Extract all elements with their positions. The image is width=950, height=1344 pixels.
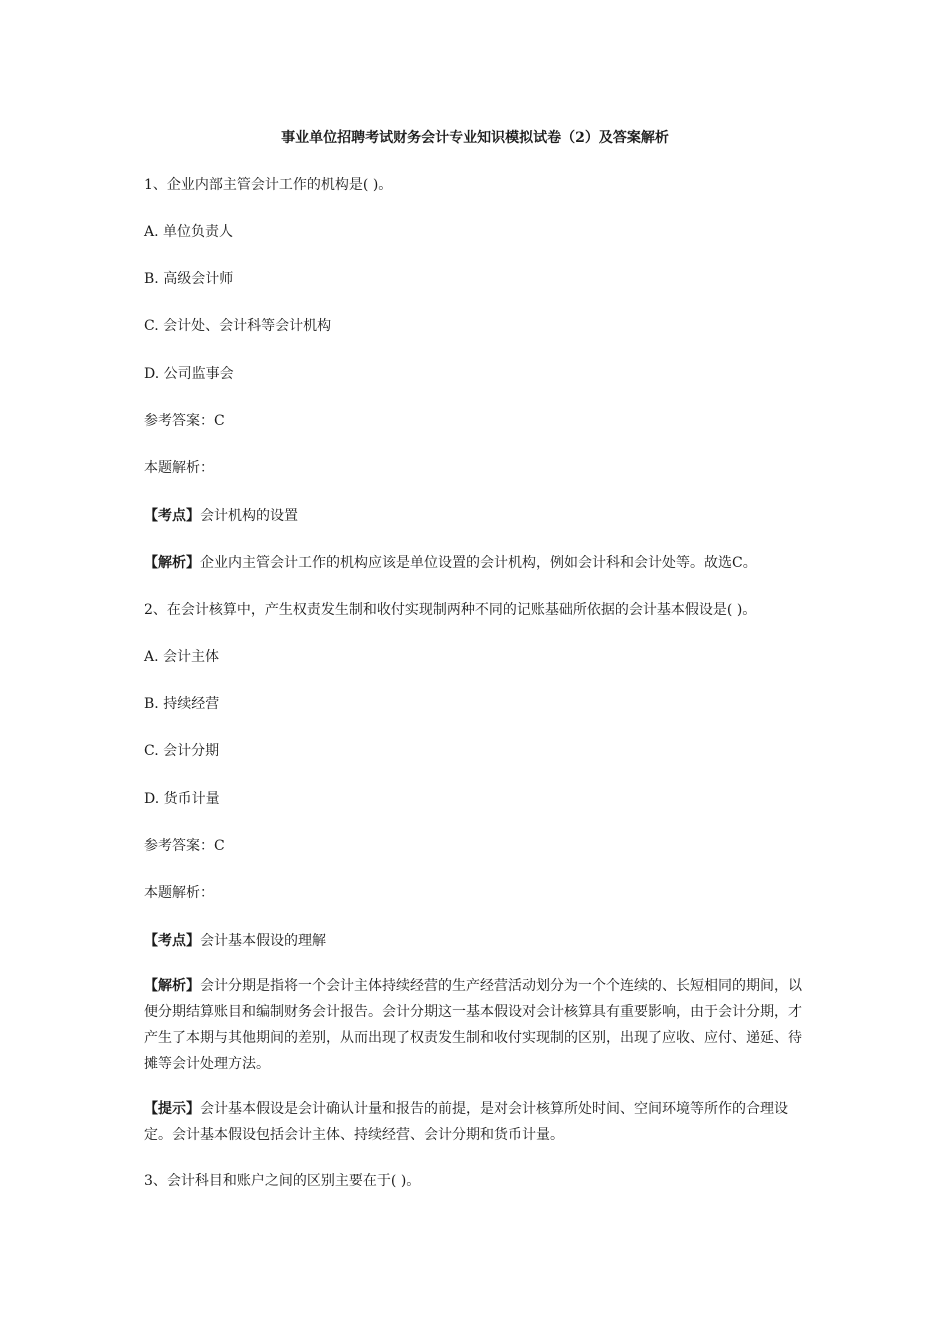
- q1-answer: 参考答案：C: [144, 413, 225, 429]
- q2-tishi: [144, 1096, 810, 1148]
- question-2: 2、在会计核算中，产生权责发生制和收付实现制两种不同的记账基础所依据的会计基本假设是( )。: [144, 602, 757, 618]
- q2-option-c: C. 会计分期: [144, 743, 220, 759]
- kaodian-text: 会计机构的设置: [200, 508, 298, 524]
- q1-option-d: D. 公司监事会: [144, 366, 234, 382]
- q2-jiexi: [144, 973, 810, 1077]
- jiexi-text: 会计分期是指将一个会计主体持续经营的生产经营活动划分为一个个连续的、长短相同的期间，以便分期结算账目和编制财务会计报告。会计分期这一基本假设对会计核算具有重要影响，由于会计分期，才产生了本期与其他期间的差别，从而出现了权责发生制和收付实现制的区别，出现了应收、应付、递延、待摊等会计处理方法。: [144, 978, 802, 1072]
- q2-kaodian: [144, 930, 814, 952]
- tishi-tag: 【提示】: [144, 1101, 200, 1117]
- q2-option-d: D. 货币计量: [144, 791, 220, 807]
- q1-jiexi: [144, 552, 814, 574]
- question-1: 1、企业内部主管会计工作的机构是( )。: [144, 177, 393, 193]
- q1-kaodian: [144, 505, 814, 527]
- q1-option-c: C. 会计处、会计科等会计机构: [144, 318, 332, 334]
- kaodian-text: 会计基本假设的理解: [200, 933, 326, 949]
- jiexi-text: 企业内主管会计工作的机构应该是单位设置的会计机构，例如会计科和会计处等。故选C。: [200, 555, 757, 571]
- q2-option-a: A. 会计主体: [144, 649, 220, 665]
- q2-option-b: B. 持续经营: [144, 696, 220, 712]
- question-3: 3、会计科目和账户之间的区别主要在于( )。: [144, 1173, 421, 1189]
- kaodian-tag: 【考点】: [144, 508, 200, 524]
- tishi-text: 会计基本假设是会计确认计量和报告的前提，是对会计核算所处时间、空间环境等所作的合理设定。会计基本假设包括会计主体、持续经营、会计分期和货币计量。: [144, 1101, 788, 1143]
- q1-option-a: A. 单位负责人: [144, 224, 234, 240]
- q1-option-b: B. 高级会计师: [144, 271, 234, 287]
- jiexi-tag: 【解析】: [144, 978, 200, 994]
- q2-analysis-heading: 本题解析：: [144, 885, 214, 901]
- document-title: 事业单位招聘考试财务会计专业知识模拟试卷（2）及答案解析: [281, 130, 669, 146]
- q1-analysis-heading: 本题解析：: [144, 460, 214, 476]
- kaodian-tag: 【考点】: [144, 933, 200, 949]
- jiexi-tag: 【解析】: [144, 555, 200, 571]
- q2-answer: 参考答案：C: [144, 838, 225, 854]
